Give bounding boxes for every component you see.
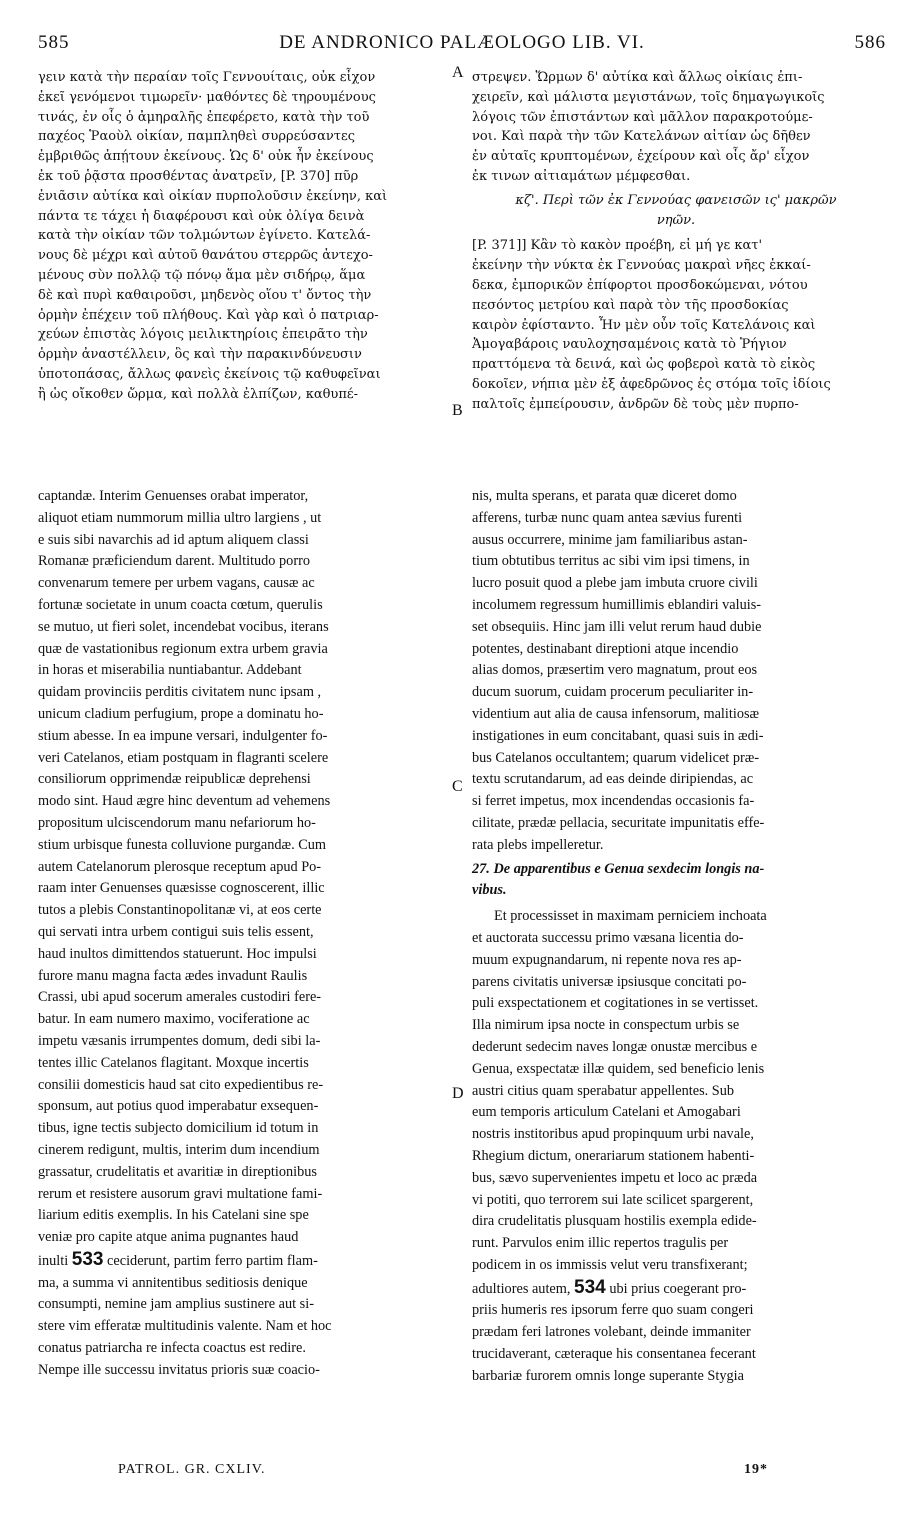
latin-right-text-1: nis, multa sperans, et parata quæ diceret domo afferens, turbæ nunc quam antea sævius furenti ausus occurrere, minime jam familiaribus astan- tium obtutibus territus ac sibi vim ipsi timens, in lucro posuit quod a plebe jam imbuta cruore civili incolumem regressum humillimis eblandiri valuis- set obsequiis. Hinc jam illi velut rerum haud dubie potentes, destinabant direptioni atque incendio alias domos, præsertim vero magnatum, prout eos ducum suorum, cuidam procerum peculiariter in- videntium aut alia de causa infensorum, malitiosæ instigationes in eum concitabant, quasi suis in ædi- bus Catelanos occultantem; quarum videlicet præ- textu scrutandarum, ad eas deinde diripiendas, ac si ferret impetus, mox incendendas occasionis fa- cilitate, prædæ pellacia, securitate impunitatis effe- rata plebs impelleretur. [472, 488, 765, 853]
latin-left-text [38, 486, 444, 1382]
left-page-number: 585 [38, 32, 70, 53]
margin-marker-d: D [452, 1085, 464, 1102]
margin-marker-c: C [452, 778, 463, 795]
latin-left-text-before: captandæ. Interim Genuenses orabat imperator, aliquot etiam nummorum millia ultro largiens , ut e suis sibi navarchis ad id aptum aliquem classi Romanæ præficiendum darent. Multitudo porro convenarum temere per urbem vagans, causæ ac fortunæ societate in unum coacta cœtum, querulis se mutuo, ut fieri solet, incendebat vocibus, iterans quæ de vastationibus regionum extra urbem gravia in horas et miserabilia nuntiabantur. Addebant quidam provinciis perditis civitatem nunc ipsam , unicum cladium perfugium, prope a dominatu ho- stium abesse. In ea impune versari, indulgenter fo- veri Catelanos, etiam postquam in flagranti scelere consiliorum opprimendæ reipublicæ deprehensi modo sint. Haud ægre hinc deventum ad vehemens propositum ulciscendorum manu nefariorum ho- stium urbisque funesta colluvione purgandæ. Cum autem Catelanorum plerosque receptum apud Po- raam inter Genuenses quæsisse cognoscerent, illic tutos a plebis Constantinopolitanæ vi, at eos certe qui servati intra urbem contigui suis telis essent, haud inultos dimittendos statuerunt. Hoc impulsi furore manu magna facta ædes invadunt Raulis Crassi, ubi apud socerum amerales custodiri fere- batur. In eam numero maximo, vociferatione ac impetu væsanis irrumpentes domum, dedi sibi la- tentes illic Catelanos flagitant. Moxque incertis consilii domesticis haud sat cito expedientibus re- sponsum, aut potius quod imperabatur exsequen- tibus, igne tectis subjecto domicilium id totum in cinerem redigunt, multis, interim dum incendium grassatur, crudelitatis et avaritiæ in direptionibus rerum et resistere ausorum gravi multatione fami- liarium editis exemplis. In his Catelani sine spe veniæ pro capite atque anima pugnantes haud inulti [38, 488, 331, 1269]
latin-right-text-2-before: Et processisset in maximam perniciem inchoata et auctorata successu primo væsana licentia do- muum expugnandarum, ni repente nova res ap- parens civitatis universæ ipsiusque concitati po- puli exspectationem et cogitationes in se vertisset. Illa nimirum ipsa nocte in conspectum urbis se dederunt sedecim naves longæ onustæ mercibus e Genua, exspectatæ illæ quidem, sed beneficio lenis austri citius quam sperabatur appellentes. Sub eum temporis articulum Catelani et Amogabari nostris institoribus apud propinquum urbi navale, Rhegium dictum, onerariarum stationem habenti- bus, sævo supervenientes impetu et loco ac præda vi potiti, quo terrorem sui late scilicet spargerent, dira crudelitatis plusquam hostilis exempla edide- runt. Parvulos enim illic repertos tragulis per podicem in os immissis velut veru transfixerant; adultiores autem, [472, 908, 767, 1297]
latin-page-mark-533: 533 [71, 1248, 104, 1270]
running-title: DE ANDRONICO PALÆOLOGO LIB. VI. [279, 32, 645, 53]
signature-number: 19* [744, 1462, 768, 1477]
greek-right-text-1: στρεψεν. Ὥρμων δ' αὐτίκα καὶ ἄλλως οἰκίαις ἐπι- χειρεῖν, καὶ μάλιστα μεγιστάνων, τοῖς δημαγωγικοῖς λόγοις τῶν ἐπιστάντων καὶ μᾶλλον παρακροτούμε- νοι. Καὶ παρὰ τὴν τῶν Κατελάνων αἰτίαν ὡς δῆθεν ἐν αὐταῖς κρυπτομένων, ἐχείρουν καὶ οἷς ἄρ' εἶχον ἐκ τινων αἰτιαμάτων μέμφεσθαι. [472, 70, 825, 184]
greek-right-text-2: [P. 371]] Κἂν τὸ κακὸν προέβη, εἰ μή γε κατ' ἐκείνην τὴν νύκτα ἐκ Γεννούας μακραὶ νῆες ἑκκαί- δεκα, ἐμπορικῶν ἐπίφορτοι προσδοκώμεναι, νότου πεσόντος μετρίου καὶ παρὰ τὸν τῆς προσδοκίας καιρὸν ἐφίσταντο. Ἦν μὲν οὖν τοῖς Κατελάνοις καὶ Ἀμογαβάροις ναυλοχησαμένοις κατὰ τὸ Ῥήγιον πραττόμενα τὰ δεινά, καὶ ὡς φοβεροὶ κατὰ τὸ εἰκὸς δοκοῖεν, νήπια μὲν ἐξ ἀφεδρῶνος ἐς στόμα τοῖς ἰδίοις παλτοῖς ἐμπείρουσιν, ἀνδρῶν δὲ τοὺς μὲν πυρπο- [472, 238, 831, 412]
running-header [38, 32, 886, 56]
greek-left-column [38, 68, 448, 405]
margin-marker-a: A [452, 64, 464, 81]
right-page-number: 586 [854, 32, 886, 53]
latin-right-text-2 [472, 906, 882, 1388]
latin-right-text-2-after: ubi prius coegerant pro- priis humeris res ipsorum ferre quo suam congeri prædam feri latrones volebant, deinde immaniter trucidaverant, cæteraque his consentanea fecerant barbariæ furorem omnis longe superante Stygia [472, 1280, 756, 1384]
latin-section-heading: 27. De apparentibus e Genua sexdecim longis na- vibus. [472, 860, 765, 899]
greek-right-column [472, 68, 880, 415]
signature-mark: PATROL. GR. CXLIV. [118, 1462, 266, 1477]
latin-left-column [38, 486, 444, 1382]
greek-section-heading: κζ'. Περὶ τῶν ἐκ Γεννούας φανεισῶν ις' μακρῶν νηῶν. [515, 192, 837, 228]
margin-marker-b: B [452, 402, 463, 419]
latin-page-mark-534: 534 [574, 1276, 606, 1298]
latin-right-column [472, 486, 882, 1388]
latin-left-text-after: ceciderunt, partim ferro partim flam- ma, a summa vi annitentibus seditiosis denique consumpti, nemine jam amplius sustinere aut si- stere vim efferatæ multitudinis valente. Nam et hoc conatus patriarcha re infecta coactus est redire. Nempe ille successu invitatus prioris suæ coacio- [38, 1252, 332, 1378]
greek-left-text: γειν κατὰ τὴν περαίαν τοῖς Γεννουίταις, οὐκ εἶχον ἐκεῖ γενόμενοι τιμωρεῖν· μαθόντες δὲ τηρουμένους τινάς, ἐν οἷς ὁ ἀμηραλῆς ἐπεφέρετο, κατὰ τὴν τοῦ παχέος Ῥαοὺλ οἰκίαν, παμπληθεὶ συρρεύσαντες ἐμβριθῶς ἀπῄτουν ἐκείνους. Ὡς δ' οὐκ ἦν ἐκείνους ἐκ τοῦ ῥᾷστα προσθέντας ἀνατρεῖν, [P. 370] πῦρ ἐνιᾶσιν αὐτίκα καὶ οἰκίαν πυρπολοῦσιν ἐκείνην, καὶ πάντα τε τάχει ἡ διαφέρουσι καὶ οὐκ ὀλίγα δεινὰ κατὰ τὴν οἰκίαν τῶν τολμώντων ἐγίνετο. Κατελά- νους δὲ μέχρι καὶ αὐτοῦ θανάτου στερρῶς ἀντεχο- μένους σὺν πολλῷ τῷ πόνῳ ἅμα μὲν σιδήρῳ, ἅμα δὲ καὶ πυρὶ καθαιροῦσι, μηδενὸς οἵου τ' ὄντος τὴν ὁρμὴν ἐπέχειν τοῦ πλήθους. Καὶ γὰρ καὶ ὁ πατριαρ- χεύων ἐπιστὰς λόγοις μειλικτηρίοις ἐπειρᾶτο τὴν ὁρμὴν ἀναστέλλειν, ὃς καὶ τὴν παρακινδύνευσιν ὑποτοπάσας, ἄλλως φανεὶς ἐκείνοις τῷ καθυφεῖναι ἢ ὡς οἴκοθεν ὥρμα, καὶ πολλὰ ἐλπίζων, καθυπέ- [38, 70, 388, 402]
